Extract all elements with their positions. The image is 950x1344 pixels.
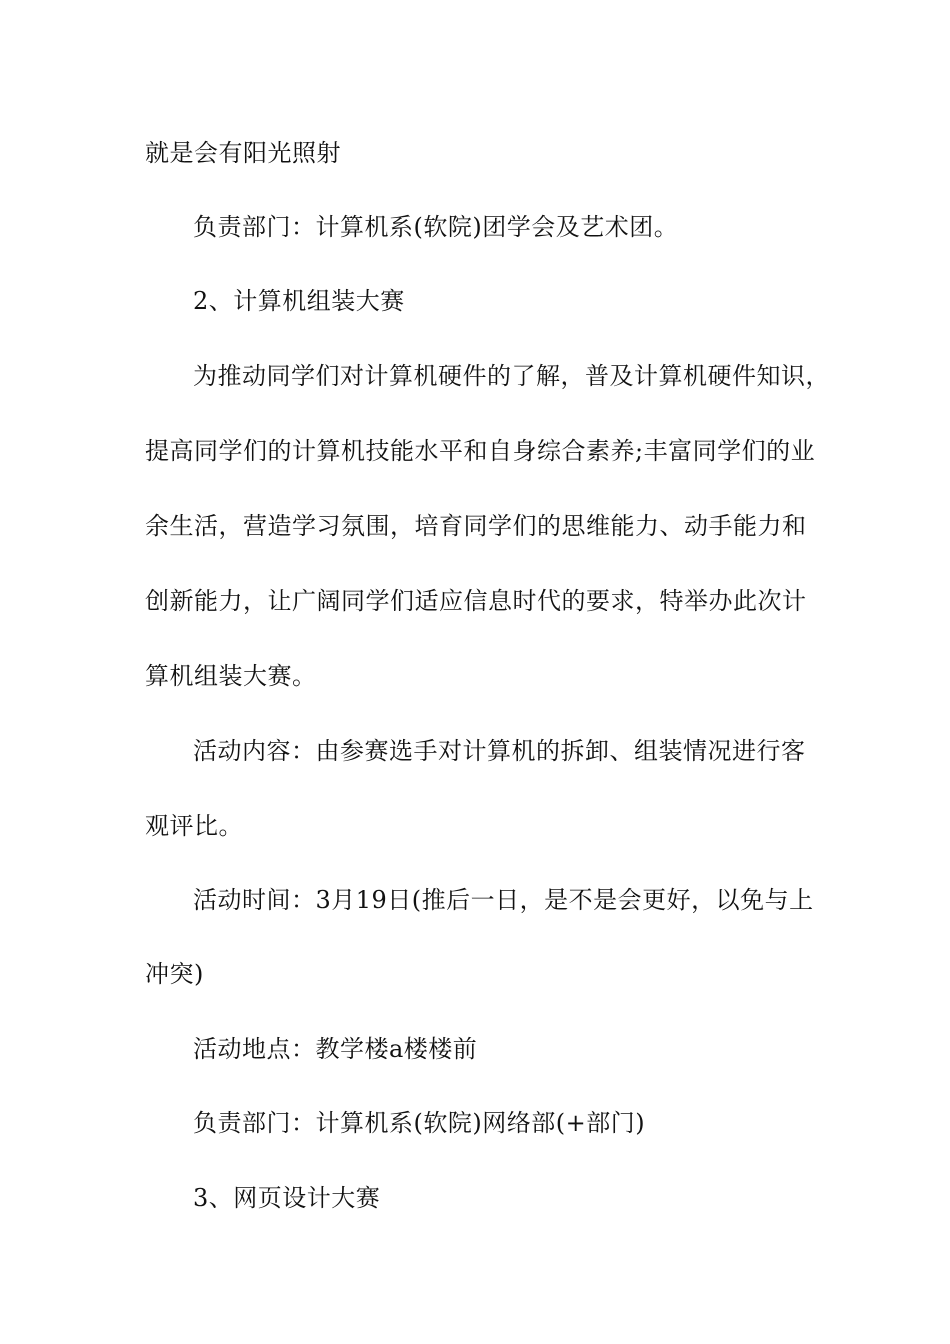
text-line: 就是会有阳光照射 bbox=[145, 139, 341, 167]
text-line: 负责部门：计算机系(软院)网络部(+部门) bbox=[193, 1109, 646, 1137]
text-line: 观评比。 bbox=[145, 812, 243, 840]
section-heading: 3、网页设计大赛 bbox=[193, 1184, 381, 1212]
text-line: 为推动同学们对计算机硬件的了解，普及计算机硬件知识， bbox=[193, 362, 830, 390]
text-line: 冲突) bbox=[145, 960, 204, 988]
text-line: 算机组装大赛。 bbox=[145, 662, 317, 690]
text-line: 活动地点：教学楼a楼楼前 bbox=[193, 1035, 478, 1063]
text-line: 活动内容：由参赛选手对计算机的拆卸、组装情况进行客 bbox=[193, 737, 806, 765]
text-line: 提高同学们的计算机技能水平和自身综合素养;丰富同学们的业 bbox=[145, 437, 816, 465]
text-line: 创新能力，让广阔同学们适应信息时代的要求，特举办此次计 bbox=[145, 587, 807, 615]
text-line: 负责部门：计算机系(软院)团学会及艺术团。 bbox=[193, 213, 679, 241]
section-heading: 2、计算机组装大赛 bbox=[193, 287, 405, 315]
text-line: 活动时间：3月19日(推后一日，是不是会更好，以免与上 bbox=[193, 886, 814, 914]
text-line: 余生活，营造学习氛围，培育同学们的思维能力、动手能力和 bbox=[145, 512, 807, 540]
